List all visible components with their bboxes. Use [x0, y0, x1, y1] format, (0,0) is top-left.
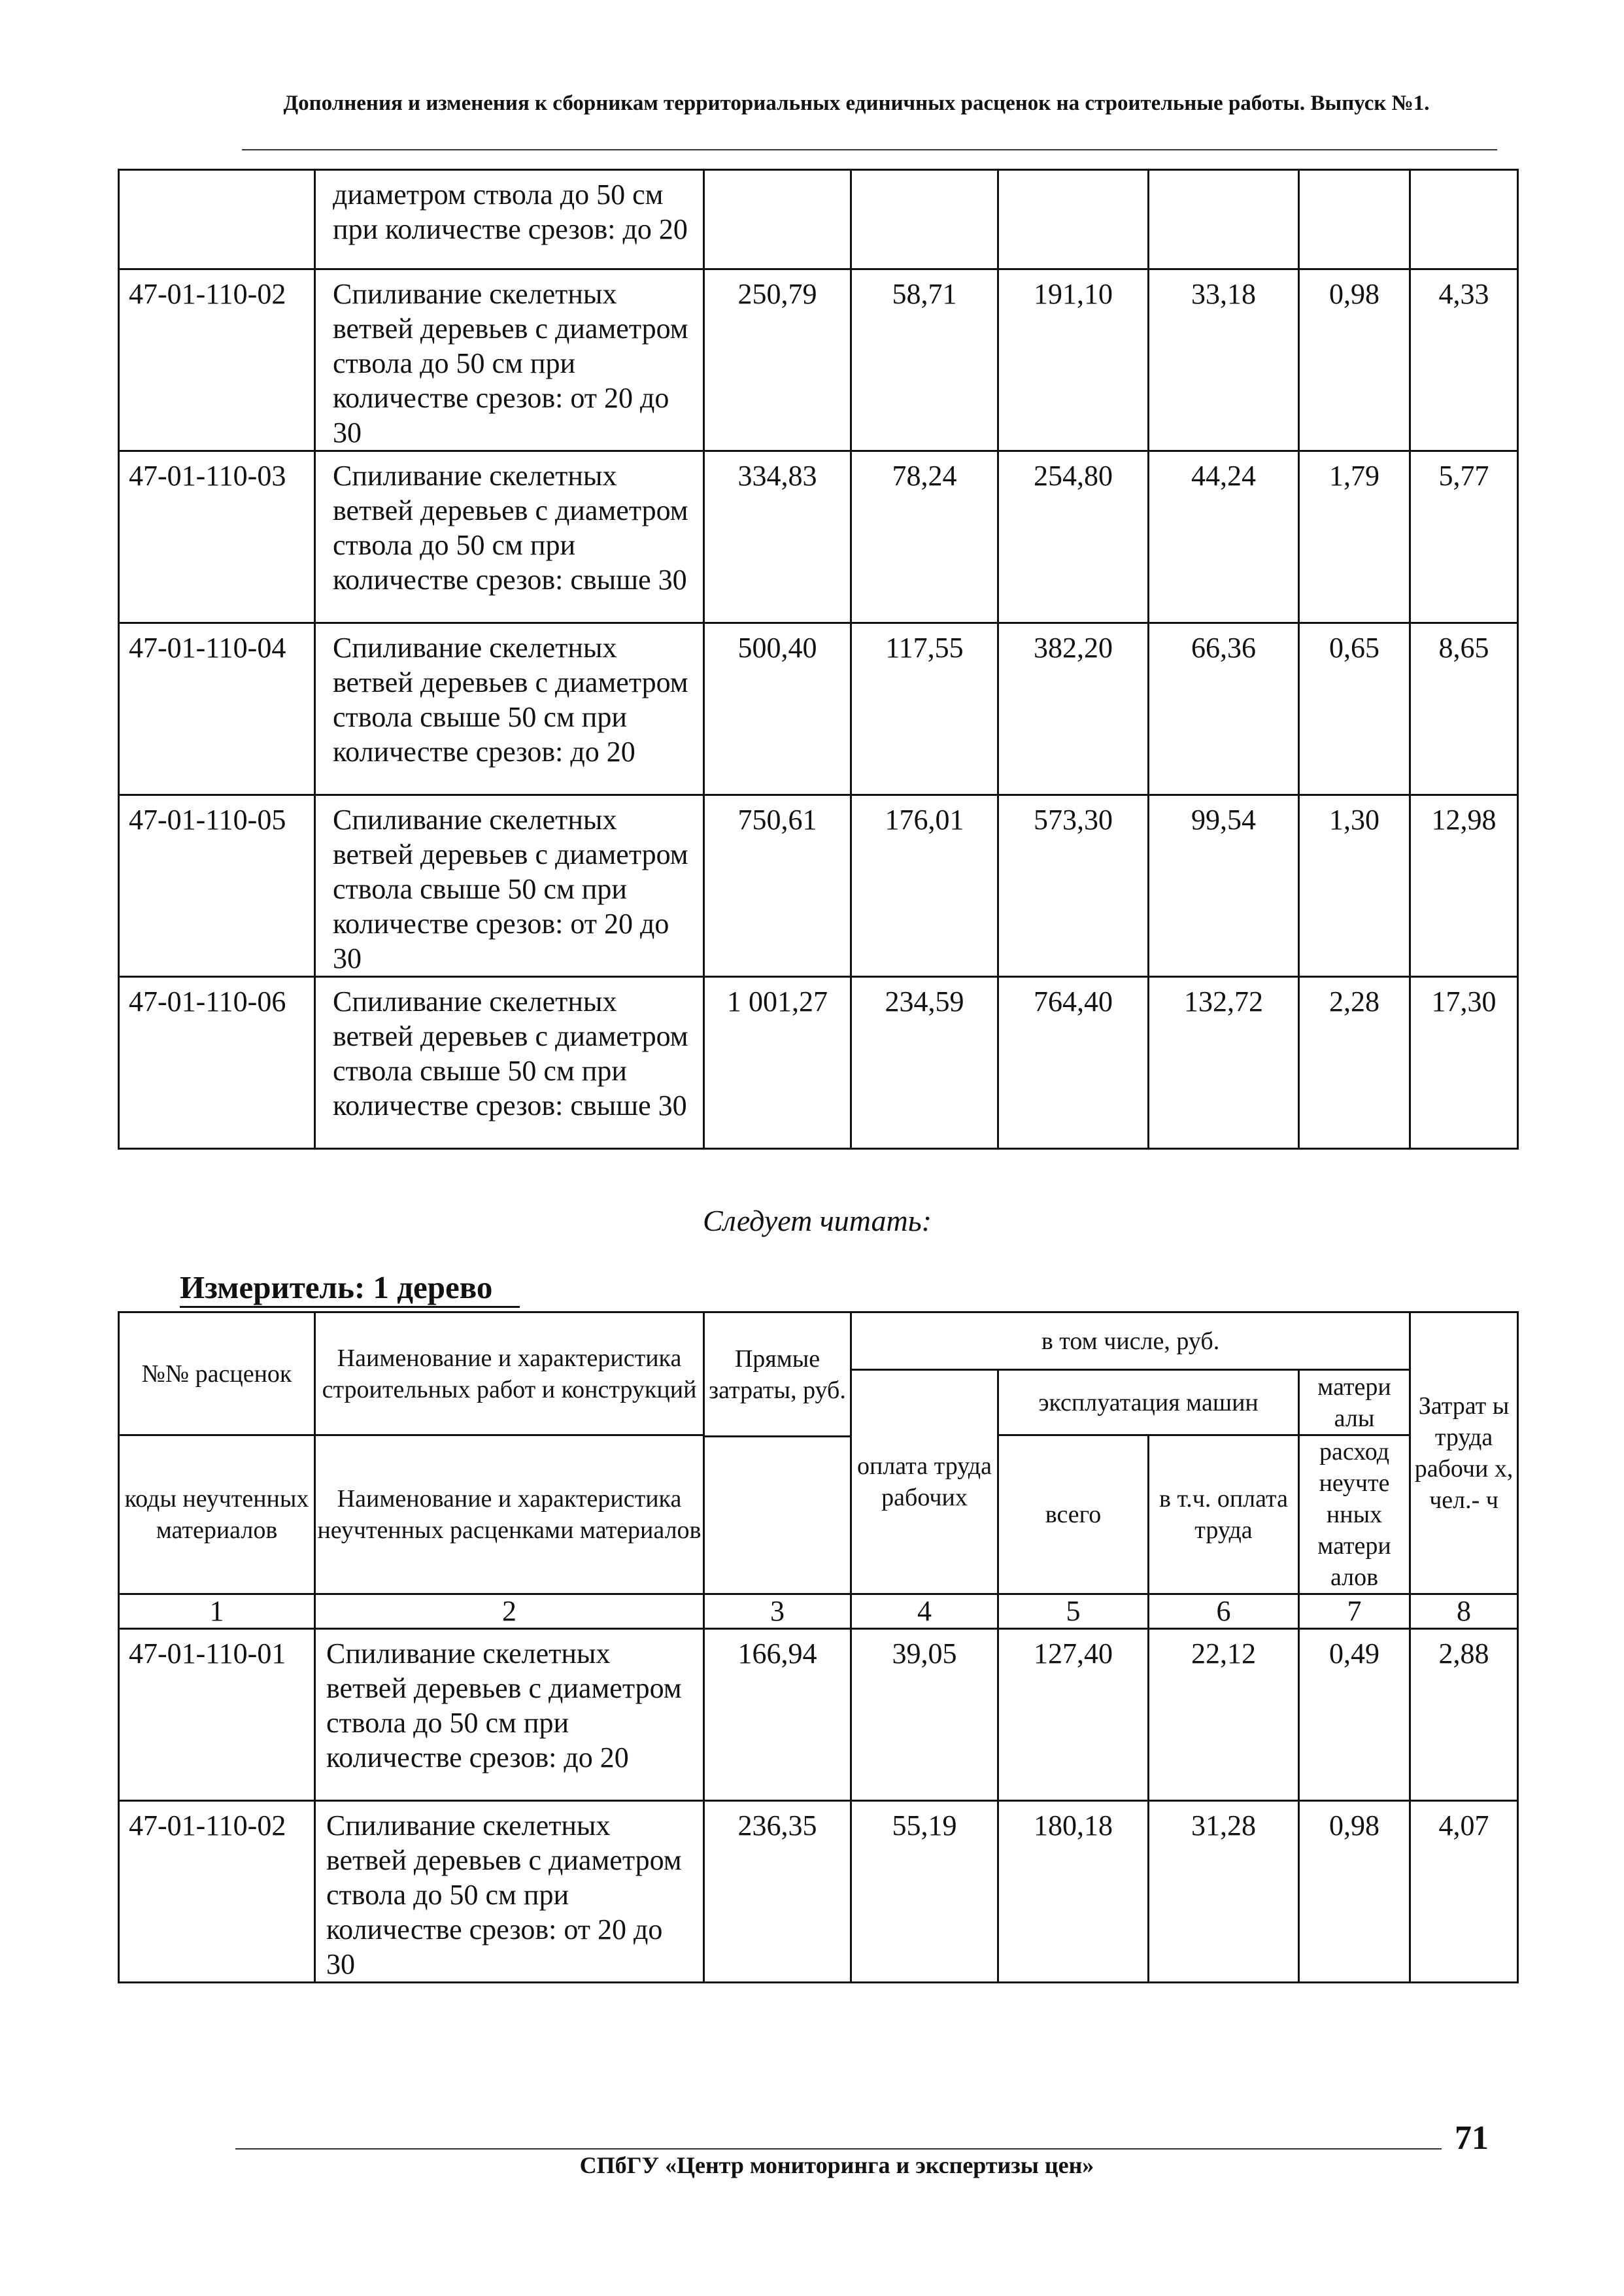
old-rates-table: [118, 169, 1519, 1150]
measure-unit-label: Измеритель: 1 дерево: [180, 1269, 493, 1305]
direct-cost-cell: 236,35: [704, 1801, 851, 1983]
column-number: 3: [704, 1594, 851, 1629]
labor-pay-cell: 78,24: [851, 451, 998, 623]
rate-code-cell: 47-01-110-04: [119, 623, 315, 795]
rate-code-cell: 47-01-110-02: [119, 269, 315, 451]
table-row: [119, 795, 1518, 977]
header-divider: [242, 149, 1497, 150]
column-number: 2: [315, 1594, 704, 1629]
rate-code-cell: 47-01-110-06: [119, 977, 315, 1149]
labor-cost-cell: 8,65: [1410, 623, 1518, 795]
page-header: Дополнения и изменения к сборникам территориальных единичных расценок на строительные работы. Выпуск №1.: [283, 92, 1430, 115]
table-row: [119, 623, 1518, 795]
materials-cell: 0,49: [1299, 1629, 1410, 1801]
materials-cell: 1,79: [1299, 451, 1410, 623]
machines-labor-cell: 44,24: [1149, 451, 1299, 623]
materials-cell: 0,98: [1299, 1801, 1410, 1983]
table-row: [119, 269, 1518, 451]
labor-cost-cell: 4,07: [1410, 1801, 1518, 1983]
direct-cost-cell: 166,94: [704, 1629, 851, 1801]
header-materials-unaccounted: расход неучте нных матери алов: [1299, 1435, 1410, 1594]
column-number: 4: [851, 1594, 998, 1629]
labor-cost-cell: 4,33: [1410, 269, 1518, 451]
measure-underline: [180, 1306, 520, 1308]
header-rate-numbers: №№ расценок: [119, 1312, 315, 1435]
should-read-label: Следует читать:: [703, 1204, 932, 1237]
header-machines-total: всего: [998, 1435, 1149, 1594]
labor-pay-cell: 58,71: [851, 269, 998, 451]
header-machine-operation: эксплуатация машин: [998, 1370, 1299, 1435]
materials-cell: 1,30: [1299, 795, 1410, 977]
rate-code-cell: 47-01-110-02: [119, 1801, 315, 1983]
labor-pay-cell: 39,05: [851, 1629, 998, 1801]
column-number: 5: [998, 1594, 1149, 1629]
header-machines-labor: в т.ч. оплата труда: [1149, 1435, 1299, 1594]
work-name-cell: Спиливание скелетных ветвей деревьев с диаметром ствола свыше 50 см при количестве срезов: свыше 30: [315, 977, 704, 1149]
header-labor-pay: оплата труда рабочих: [851, 1370, 998, 1594]
direct-cost-cell: 334,83: [704, 451, 851, 623]
work-name-cell: Спиливание скелетных ветвей деревьев с диаметром ствола до 50 см при количестве срезов: от 20 до 30: [315, 269, 704, 451]
header-direct-costs: Прямые затраты, руб.: [704, 1312, 851, 1437]
direct-cost-cell: 750,61: [704, 795, 851, 977]
rate-code-cell: 47-01-110-03: [119, 451, 315, 623]
table-row: [119, 1629, 1518, 1801]
machines-total-cell: 191,10: [998, 269, 1149, 451]
header-including: в том числе, руб.: [851, 1312, 1410, 1370]
column-number: 7: [1299, 1594, 1410, 1629]
work-name-cell: Спиливание скелетных ветвей деревьев с диаметром ствола до 50 см при количестве срезов: от 20 до 30: [315, 1801, 704, 1983]
footer-divider: [235, 2148, 1442, 2150]
machines-labor-cell: 132,72: [1149, 977, 1299, 1149]
header-material-names: Наименование и характеристика неучтенных расценками материалов: [315, 1435, 704, 1594]
direct-cost-cell: 1 001,27: [704, 977, 851, 1149]
work-name-cell: Спиливание скелетных ветвей деревьев с диаметром ствола свыше 50 см при количестве срезов: до 20: [315, 623, 704, 795]
labor-pay-cell: 117,55: [851, 623, 998, 795]
machines-total-cell: 127,40: [998, 1629, 1149, 1801]
machines-labor-cell: 99,54: [1149, 795, 1299, 977]
labor-cost-cell: 12,98: [1410, 795, 1518, 977]
column-number: 6: [1149, 1594, 1299, 1629]
header-row: [119, 1312, 1518, 1370]
labor-pay-cell: 176,01: [851, 795, 998, 977]
corrected-rates-table: [118, 1311, 1519, 1983]
labor-cost-cell: 5,77: [1410, 451, 1518, 623]
machines-total-cell: 382,20: [998, 623, 1149, 795]
table-row: [119, 451, 1518, 623]
work-name-cell: диаметром ствола до 50 см при количестве срезов: до 20: [315, 170, 704, 269]
rate-code-cell: [119, 170, 315, 269]
header-work-name: Наименование и характеристика строительных работ и конструкций: [315, 1312, 704, 1435]
rate-code-cell: 47-01-110-05: [119, 795, 315, 977]
materials-cell: 2,28: [1299, 977, 1410, 1149]
column-number-row: [119, 1594, 1518, 1629]
work-name-cell: Спиливание скелетных ветвей деревьев с диаметром ствола свыше 50 см при количестве срезов: от 20 до 30: [315, 795, 704, 977]
direct-cost-cell: 250,79: [704, 269, 851, 451]
labor-pay-cell: 234,59: [851, 977, 998, 1149]
labor-cost-cell: 17,30: [1410, 977, 1518, 1149]
header-materials: матери алы: [1299, 1370, 1410, 1435]
page-number: 71: [1455, 2119, 1489, 2157]
labor-cost-cell: 2,88: [1410, 1629, 1518, 1801]
header-labor-cost: Затрат ы труда рабочи х, чел.- ч: [1410, 1312, 1518, 1594]
table-row: [119, 1801, 1518, 1983]
work-name-cell: Спиливание скелетных ветвей деревьев с диаметром ствола до 50 см при количестве срезов: до 20: [315, 1629, 704, 1801]
machines-total-cell: 180,18: [998, 1801, 1149, 1983]
machines-labor-cell: 33,18: [1149, 269, 1299, 451]
direct-cost-cell: 500,40: [704, 623, 851, 795]
work-name-cell: Спиливание скелетных ветвей деревьев с диаметром ствола до 50 см при количестве срезов: свыше 30: [315, 451, 704, 623]
machines-total-cell: 573,30: [998, 795, 1149, 977]
labor-pay-cell: 55,19: [851, 1801, 998, 1983]
machines-labor-cell: 31,28: [1149, 1801, 1299, 1983]
machines-labor-cell: 22,12: [1149, 1629, 1299, 1801]
machines-labor-cell: 66,36: [1149, 623, 1299, 795]
machines-total-cell: 764,40: [998, 977, 1149, 1149]
page-footer: СПбГУ «Центр мониторинга и экспертизы цен»: [579, 2152, 1094, 2178]
table-row: [119, 170, 1518, 269]
header-material-codes: коды неучтенных материалов: [119, 1435, 315, 1594]
column-number: 1: [119, 1594, 315, 1629]
materials-cell: 0,98: [1299, 269, 1410, 451]
column-number: 8: [1410, 1594, 1518, 1629]
machines-total-cell: 254,80: [998, 451, 1149, 623]
materials-cell: 0,65: [1299, 623, 1410, 795]
table-row: [119, 977, 1518, 1149]
rate-code-cell: 47-01-110-01: [119, 1629, 315, 1801]
